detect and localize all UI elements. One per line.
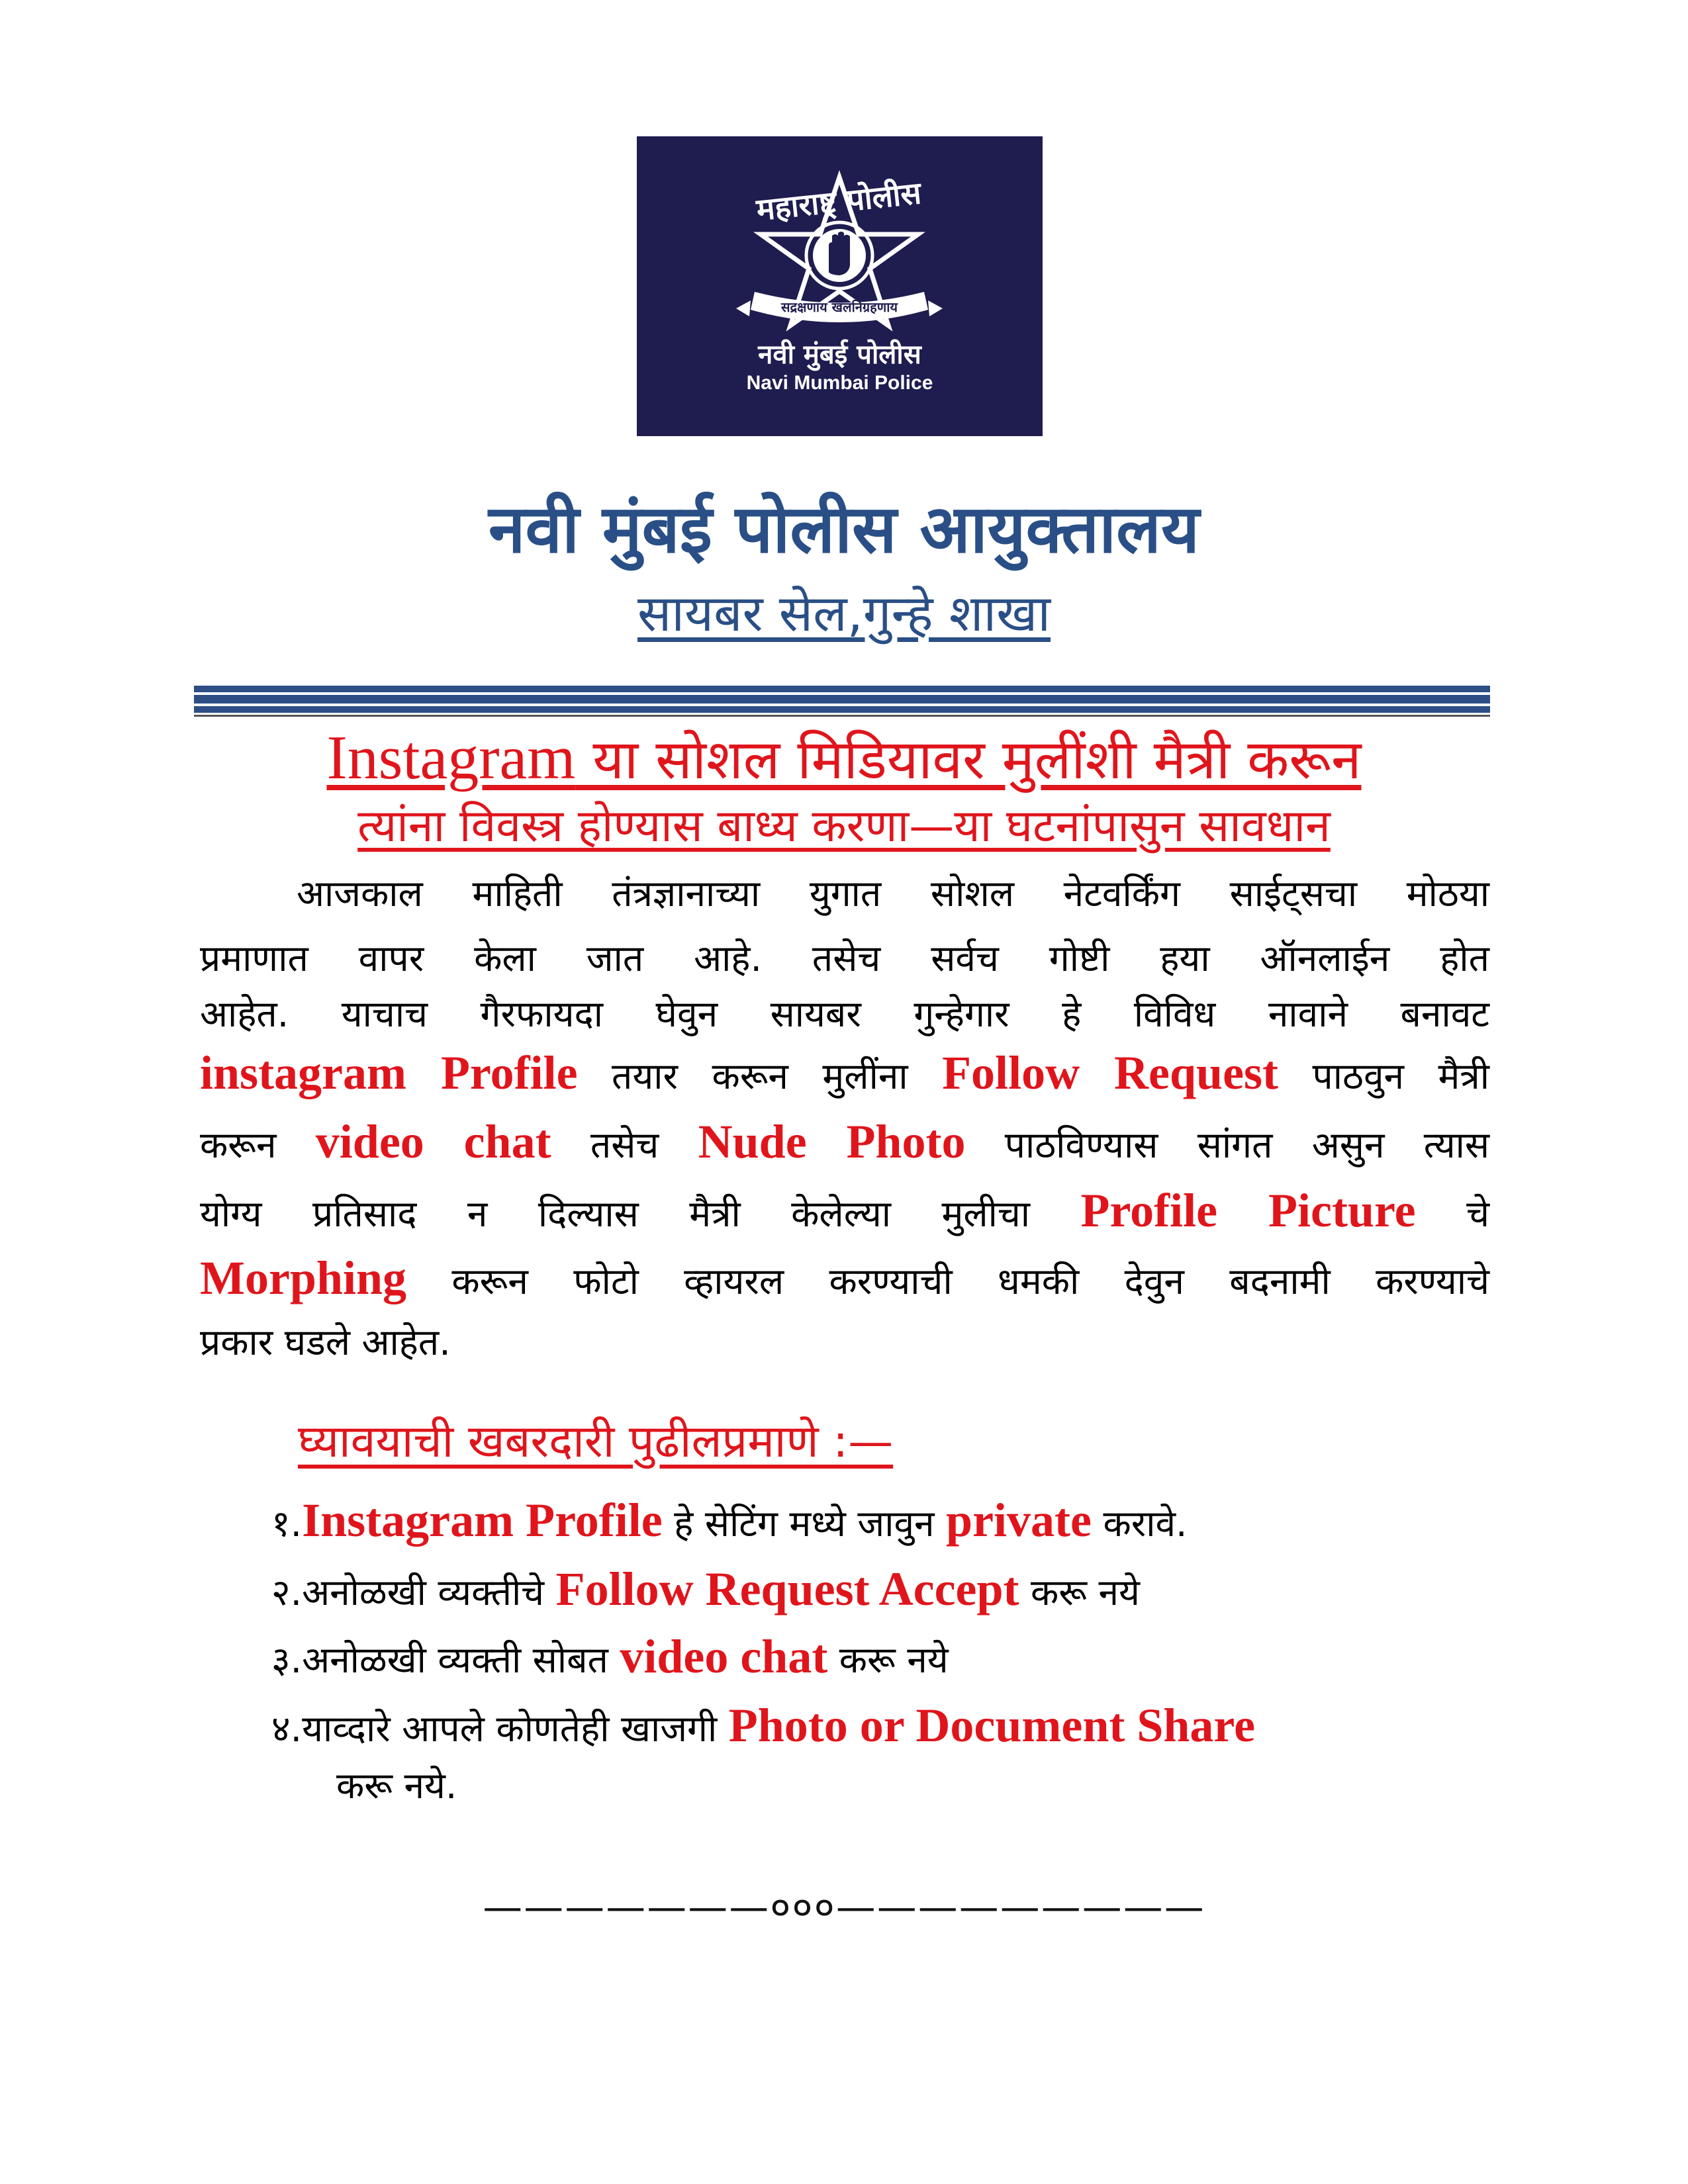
- logo-name-marathi: नवी मुंबई पोलीस: [758, 340, 921, 370]
- list-text: करावे.: [1091, 1502, 1188, 1545]
- page-subtitle: सायबर सेल,गुन्हे शाखा: [637, 584, 1051, 643]
- body-text: योग्य प्रतिसाद न दिल्यास मैत्री केलेल्या मुलीचा: [200, 1193, 1031, 1235]
- list-text: करू नये: [1019, 1571, 1140, 1614]
- highlight-term: Follow Request: [942, 1046, 1279, 1099]
- page-title: नवी मुंबई पोलीस आयुक्तालय: [489, 490, 1199, 568]
- logo-name-english: Navi Mumbai Police: [746, 372, 933, 394]
- warning-line-1-text: या सोशल मिडियावर मुलींशी मैत्री करून: [575, 729, 1362, 792]
- highlight-term: video chat: [620, 1630, 828, 1683]
- precautions-heading: घ्यावयाची खबरदारी पुढीलप्रमाणे :—: [298, 1416, 894, 1468]
- subtitle-wrapper: [0, 586, 1688, 641]
- body-text: करून फोटो व्हायरल करण्याची धमकी देवुन बदनामी करण्याचे: [451, 1260, 1489, 1302]
- list-item: [271, 1631, 949, 1683]
- body-text: करून: [200, 1124, 277, 1166]
- list-item: [271, 1563, 1140, 1615]
- list-text: अनोळखी व्यक्ती सोबत: [302, 1639, 620, 1681]
- header-divider: [194, 686, 1490, 719]
- highlight-term: video chat: [315, 1115, 551, 1168]
- warning-heading-line-1: [0, 724, 1688, 792]
- logo-top-text: महाराष्ट्र पोलीस: [755, 175, 923, 228]
- body-text: तसेच: [590, 1124, 659, 1166]
- body-line: [200, 1185, 1489, 1237]
- body-line: [200, 1252, 1489, 1304]
- list-text: याव्दारे आपले कोणतेही खाजगी: [302, 1707, 729, 1750]
- highlight-term: instagram Profile: [200, 1046, 578, 1099]
- body-line: आहेत. याचाच गैरफायदा घेवुन सायबर गुन्हेगार हे विविध नावाने बनावट: [200, 993, 1489, 1035]
- body-text: पाठविण्यास सांगत असुन त्यास: [1004, 1124, 1490, 1166]
- logo-motto: सद्रक्षणाय खलनिग्रहणाय: [780, 299, 898, 315]
- body-text: पाठवुन मैत्री: [1312, 1055, 1489, 1097]
- list-number: ४.: [271, 1707, 303, 1750]
- list-item-continuation: करू नये.: [336, 1764, 457, 1807]
- end-mark: ———————०००—————————: [483, 1884, 1205, 1931]
- list-number: ३.: [271, 1639, 303, 1681]
- highlight-term: Nude Photo: [698, 1115, 966, 1168]
- highlight-term: Morphing: [200, 1251, 407, 1304]
- list-item: [271, 1700, 1255, 1752]
- body-line: [200, 1047, 1489, 1099]
- highlight-term: private: [946, 1494, 1092, 1547]
- highlight-term: Instagram Profile: [302, 1494, 663, 1547]
- warning-heading-line-2: त्यांना विवस्त्र होण्यास बाध्य करणा—या घटनांपासुन सावधान: [357, 800, 1331, 852]
- body-line: आजकाल माहिती तंत्रज्ञानाच्या युगात सोशल नेटवर्किंग साईट्सचा मोठया: [297, 872, 1489, 915]
- body-line: प्रकार घडले आहेत.: [200, 1321, 451, 1363]
- highlight-term: Photo or Document Share: [728, 1699, 1256, 1752]
- list-text: हे सेटिंग मध्ये जावुन: [662, 1502, 947, 1545]
- police-logo: [637, 136, 1043, 436]
- body-text: तयार करून मुलींना: [612, 1055, 908, 1097]
- list-number: १.: [271, 1502, 303, 1545]
- highlight-term: Profile Picture: [1080, 1184, 1416, 1237]
- list-item: [271, 1494, 1188, 1547]
- body-line: प्रमाणात वापर केला जात आहे. तसेच सर्वच गोष्टी हया ऑनलाईन होत: [200, 937, 1489, 979]
- list-text: अनोळखी व्यक्तीचे: [302, 1571, 556, 1614]
- list-text: करू नये: [827, 1639, 949, 1681]
- body-line: [200, 1116, 1489, 1168]
- highlight-term: Follow Request Accept: [555, 1563, 1019, 1615]
- body-text: चे: [1466, 1193, 1490, 1235]
- list-number: २.: [271, 1571, 303, 1614]
- warning-instagram-word: Instagram: [326, 723, 576, 792]
